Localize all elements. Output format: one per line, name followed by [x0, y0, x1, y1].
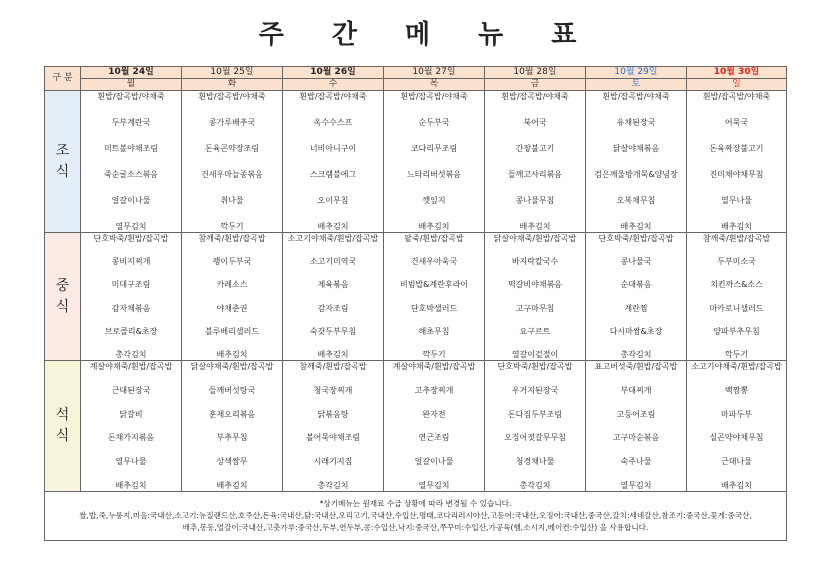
- menu-item: 오이무침: [317, 196, 349, 205]
- menu-item: 닭살야채죽/흰밥/잡곡밥: [190, 362, 274, 371]
- menu-item-list: [81, 361, 181, 491]
- menu-item: 상색쌈무: [216, 457, 248, 467]
- menu-item: 순두부국: [418, 118, 450, 127]
- menu-item: 돈채가지볶음: [107, 433, 155, 443]
- menu-item: 깍두기: [724, 349, 749, 359]
- menu-item: 우거지된장국: [511, 385, 559, 395]
- page-title: [0, 14, 835, 51]
- menu-item: 열무나물: [115, 457, 147, 467]
- notes-line: 배추,봉동,얼갈이:국내산,고춧가루:중국산,두부,연두부,콩:수입산,낙지:중국산,쭈꾸미:수입산,가공육(햄,소시지,베이컨:수입산) 을 사용합니다.: [182, 523, 649, 532]
- menu-item: 고구마무침: [515, 303, 555, 313]
- breakfast-label: [45, 91, 81, 233]
- menu-cell: [182, 91, 283, 233]
- header-weekday-row: [45, 79, 787, 91]
- menu-item: 시래기지짐: [313, 457, 353, 467]
- menu-item: 들깨버섯탕국: [208, 385, 256, 395]
- meal-label-char: 식: [55, 428, 70, 444]
- menu-item-list: [586, 361, 686, 491]
- menu-item: 배추김치: [519, 222, 551, 231]
- menu-item: 연근조림: [418, 433, 450, 443]
- menu-cell: [586, 91, 687, 233]
- menu-item: 흰밥/잡곡밥/야채죽: [501, 92, 569, 101]
- date-header-sunday: 10월 30일: [687, 67, 787, 79]
- menu-item: 코다리무조림: [410, 144, 458, 153]
- menu-item: 카레소스: [216, 280, 248, 290]
- menu-item: 순대볶음: [620, 280, 652, 290]
- menu-item: 숙주나물: [620, 457, 652, 467]
- menu-item: 배추김치: [216, 349, 248, 359]
- menu-item-list: [687, 233, 786, 360]
- menu-item-list: [384, 361, 484, 491]
- menu-item: 깍두기: [220, 222, 244, 231]
- menu-item: 백짬뽕: [724, 385, 749, 395]
- menu-cell: [687, 233, 787, 361]
- menu-cell: [182, 233, 283, 361]
- menu-item-list: [283, 91, 383, 232]
- menu-item: 죽순굴소스볶음: [103, 170, 159, 179]
- menu-cell: [384, 233, 485, 361]
- menu-item: 깻잎지: [422, 196, 446, 205]
- menu-item: 숙갓두부무침: [309, 326, 357, 336]
- menu-item: 떡갈비야채볶음: [507, 280, 563, 290]
- menu-item: 해초무침: [418, 326, 450, 336]
- menu-item-list: [182, 361, 282, 491]
- date-header: 10월 24일: [81, 67, 182, 79]
- menu-item: 표고버섯죽/흰밥/잡곡밥: [594, 362, 678, 371]
- menu-item-list: [384, 91, 484, 232]
- menu-item: 부대찌개: [620, 385, 652, 395]
- menu-item: 닭갈비: [119, 409, 143, 419]
- date-header: 10월 26일: [283, 67, 384, 79]
- menu-item: 닭살야채죽/흰밥/잡곡밥: [493, 234, 577, 243]
- menu-item: 팽이두부국: [212, 257, 252, 267]
- menu-item: 총각김치: [620, 349, 652, 359]
- menu-cell: [687, 361, 787, 492]
- menu-cell: [485, 91, 586, 233]
- lunch-row: [45, 233, 787, 361]
- menu-item: 돈다짐두부조림: [507, 409, 563, 419]
- menu-item: 미트볼야채조림: [103, 144, 159, 153]
- menu-item: 오징어젓갈무무침: [504, 433, 566, 443]
- menu-item: 배추김치: [115, 480, 147, 490]
- menu-item: 훈제오리볶음: [208, 409, 256, 419]
- menu-item: 마카로니샐러드: [709, 303, 764, 313]
- notes-cell: [45, 492, 787, 541]
- title-char: 표: [551, 20, 577, 50]
- menu-item: 건새우마늘종볶음: [201, 170, 263, 179]
- gubun-header: 구 분: [45, 67, 81, 91]
- menu-item: 볼어묵야채조림: [305, 433, 361, 443]
- menu-cell: [384, 361, 485, 492]
- menu-item: 두부미소국: [717, 257, 756, 267]
- menu-item: 콩가루배추국: [208, 118, 256, 127]
- menu-item: 고구마순볶음: [612, 433, 660, 443]
- menu-item: 바지락칼국수: [511, 257, 559, 267]
- menu-cell: [485, 361, 586, 492]
- title-char: 주: [258, 20, 284, 50]
- menu-item: 배추김치: [620, 222, 652, 231]
- menu-item: 얼갈이나물: [111, 196, 151, 205]
- menu-cell: [182, 361, 283, 492]
- menu-cell: [283, 361, 384, 492]
- menu-item: 치킨까스&소스: [710, 280, 763, 290]
- menu-item: 청경채나물: [515, 457, 555, 467]
- menu-item: 너비아니구이: [309, 144, 357, 153]
- notes-line: 쌀,밥,죽,누룽지,미음:국내산,소고기:뉴질랜드산,호주산,돈육:국내산,닭:국내산,오리고기,국내산,수입산,명태,코다리러시아산,고등어:국내산,오징어:국내산,중국산,갈치:세네갈산,참조기:중국산,꽃게:중국산,: [79, 511, 752, 520]
- menu-item: 고추장찌개: [414, 385, 454, 395]
- menu-item: 단호박죽/흰밥/잡곡밥: [598, 234, 674, 243]
- menu-item: 어묵국: [724, 118, 749, 127]
- menu-item: 옥수수스프: [313, 118, 353, 127]
- menu-item: 얼갈이나물: [414, 457, 454, 467]
- menu-cell: [485, 233, 586, 361]
- meal-label-char: 식: [55, 163, 70, 180]
- menu-item: 흰밥/잡곡밥/야채죽: [602, 92, 670, 101]
- menu-item: 콩비지찌개: [111, 257, 151, 267]
- menu-item: 블루베리샐러드: [204, 326, 260, 336]
- menu-item: 열무김치: [115, 222, 147, 231]
- menu-item: 돈육짜장불고기: [709, 144, 764, 153]
- menu-item: 요구르트: [519, 326, 551, 336]
- title-char: 뉴: [478, 20, 504, 50]
- meal-label-char: 중: [55, 277, 70, 294]
- date-header: 10월 28일: [485, 67, 586, 79]
- lunch-label: [45, 233, 81, 361]
- menu-item: 고등어조림: [616, 409, 656, 419]
- menu-item-list: [182, 233, 282, 360]
- menu-cell: [81, 361, 182, 492]
- menu-cell: [81, 91, 182, 233]
- menu-item: 완자전: [422, 409, 446, 419]
- menu-item-list: [586, 91, 686, 232]
- menu-cell: [687, 91, 787, 233]
- weekday-header: 목: [384, 79, 485, 91]
- weekday-header: 월: [81, 79, 182, 91]
- dinner-label: [45, 361, 81, 492]
- menu-item: 근대나물: [721, 457, 752, 467]
- menu-item: 배추김치: [317, 349, 349, 359]
- menu-item: 콩나물무침: [515, 196, 555, 205]
- menu-item: 닭볶음탕: [317, 409, 349, 419]
- menu-item: 돈육곤약장조림: [204, 144, 260, 153]
- menu-item: 감자조림: [317, 303, 349, 313]
- menu-item: 총각김치: [115, 349, 147, 359]
- menu-cell: [283, 233, 384, 361]
- notes-line: *상기메뉴는 원재료 수급 상황에 따라 변경될 수 있습니다.: [319, 499, 512, 508]
- weekday-header-sunday: 일: [687, 79, 787, 91]
- menu-item: 계란찜: [624, 303, 648, 313]
- menu-item: 흰밥/잡곡밥/야채죽: [299, 92, 367, 101]
- menu-item: 청국장찌개: [313, 385, 353, 395]
- menu-item: 브로콜리&초장: [104, 326, 158, 336]
- menu-item: 소고기미역국: [309, 257, 357, 267]
- menu-item: 참깨죽/흰밥/잡곡밥: [198, 234, 266, 243]
- menu-item: 스크램블에그: [309, 170, 357, 179]
- menu-item: 느타리버섯볶음: [406, 170, 462, 179]
- menu-item: 비빔밥&계란후라이: [399, 280, 469, 290]
- menu-item: 검은깨울방개묵&양념장: [594, 170, 678, 179]
- menu-item: 유채된장국: [616, 118, 656, 127]
- menu-item: 배추김치: [721, 222, 752, 231]
- date-header-saturday: 10월 29일: [586, 67, 687, 79]
- menu-item-list: [485, 361, 585, 491]
- breakfast-row: [45, 91, 787, 233]
- menu-item: 북어국: [523, 118, 547, 127]
- menu-item-list: [182, 91, 282, 232]
- menu-item: 흰밥/잡곡밥/야채죽: [400, 92, 468, 101]
- menu-item-list: [687, 91, 786, 232]
- date-header: 10월 27일: [384, 67, 485, 79]
- title-char: 메: [404, 20, 431, 50]
- menu-item: 제육볶음: [317, 280, 349, 290]
- weekday-header: 화: [182, 79, 283, 91]
- menu-item: 단호박샐러드: [410, 303, 458, 313]
- menu-item-list: [485, 91, 585, 232]
- menu-item: 진미채야채무침: [709, 170, 764, 179]
- menu-item: 열무김치: [620, 480, 652, 490]
- menu-item: 흰밥/잡곡밥/야채죽: [97, 92, 165, 101]
- menu-cell: [586, 233, 687, 361]
- menu-item: 팥죽/흰밥/잡곡밥: [404, 234, 464, 243]
- menu-item: 다시마쌈&초장: [609, 326, 663, 336]
- weekday-header-saturday: 토: [586, 79, 687, 91]
- title-char: 간: [331, 20, 357, 50]
- menu-item-list: [283, 233, 383, 360]
- menu-cell: [81, 233, 182, 361]
- menu-item: 계살야채죽/흰밥/잡곡밥: [89, 362, 173, 371]
- menu-item: 실곤약야채무침: [709, 433, 764, 443]
- menu-item: 열무김치: [418, 480, 450, 490]
- menu-item: 총각김치: [317, 480, 349, 490]
- menu-item-list: [485, 233, 585, 360]
- menu-item: 감자채볶음: [111, 303, 151, 313]
- menu-cell: [283, 91, 384, 233]
- menu-item: 콩나물국: [620, 257, 652, 267]
- menu-item-list: [586, 233, 686, 360]
- menu-item: 야채춘권: [216, 303, 248, 313]
- menu-item: 열무나물: [721, 196, 752, 205]
- weekday-header: 금: [485, 79, 586, 91]
- meal-label-char: 석: [55, 407, 70, 423]
- menu-item: 총각김치: [519, 480, 551, 490]
- menu-item: 열갈이겉절이: [511, 349, 559, 359]
- menu-item: 소고기야채죽/흰밥/잡곡밥: [691, 362, 782, 371]
- dinner-row: [45, 361, 787, 492]
- meal-label-char: 조: [55, 142, 70, 159]
- menu-item: 건새우아욱국: [410, 257, 458, 267]
- weekday-header: 수: [283, 79, 384, 91]
- menu-item-list: [384, 233, 484, 360]
- menu-item: 배추김치: [721, 480, 752, 490]
- menu-table: [44, 66, 787, 541]
- menu-item: 흰밥/잡곡밥/야채죽: [702, 92, 771, 101]
- menu-item: 배추김치: [418, 222, 450, 231]
- menu-item-list: [687, 361, 786, 491]
- menu-item: 참깨죽/흰밥/잡곡밥: [299, 362, 367, 371]
- menu-item: 단호박죽/흰밥/잡곡밥: [93, 234, 169, 243]
- menu-item: 단호박죽/흰밥/잡곡밥: [497, 362, 573, 371]
- menu-item: 계살야채죽/흰밥/잡곡밥: [392, 362, 476, 371]
- menu-item: 흰밥/잡곡밥/야채죽: [198, 92, 266, 101]
- menu-item: 부추무침: [216, 433, 248, 443]
- menu-item: 배추김치: [216, 480, 248, 490]
- menu-item: 참깨죽/흰밥/잡곡밥: [702, 234, 771, 243]
- meal-label-char: 식: [55, 298, 70, 315]
- menu-item: 들깨고사리볶음: [507, 170, 563, 179]
- menu-item: 양파부추무침: [713, 326, 760, 336]
- menu-cell: [384, 91, 485, 233]
- date-header: 10월 25일: [182, 67, 283, 79]
- menu-item-list: [283, 361, 383, 491]
- menu-item: 간장불고기: [515, 144, 555, 153]
- menu-item-list: [81, 91, 181, 232]
- menu-item: 마파두부: [721, 409, 752, 419]
- menu-item: 미대구조림: [111, 280, 151, 290]
- menu-item: 소고기야채죽/흰밥/잡곡밥: [287, 234, 379, 243]
- header-date-row: [45, 67, 787, 79]
- menu-item: 닭살야채볶음: [612, 144, 660, 153]
- menu-item: 오복채무침: [616, 196, 656, 205]
- menu-item: 근대된장국: [111, 385, 151, 395]
- notes-row: [45, 492, 787, 541]
- menu-item: 취나물: [220, 196, 244, 205]
- menu-item-list: [81, 233, 181, 360]
- menu-item: 배추김치: [317, 222, 349, 231]
- menu-cell: [586, 361, 687, 492]
- menu-item: 깍두기: [422, 349, 446, 359]
- menu-item: 두부계란국: [111, 118, 151, 127]
